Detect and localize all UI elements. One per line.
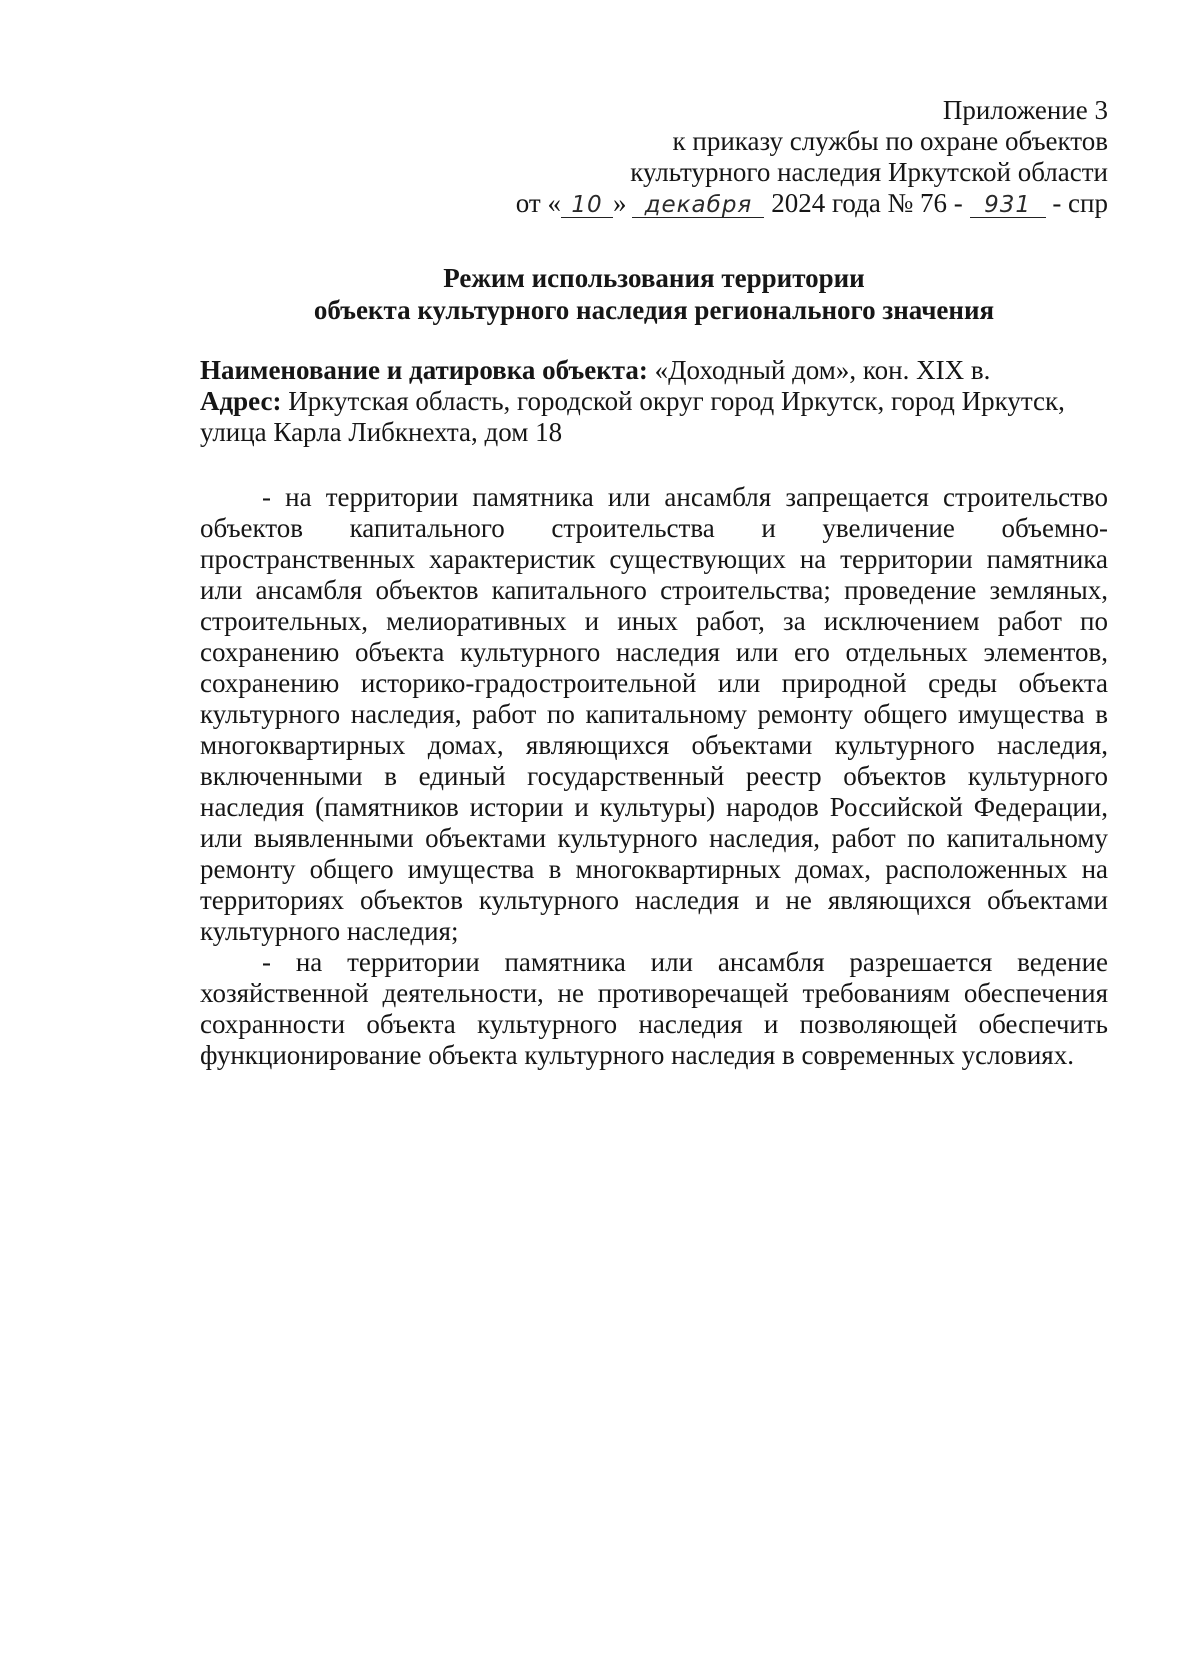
date-quote-close: »	[612, 188, 627, 218]
document-title	[200, 262, 1108, 326]
regime-text	[200, 482, 1108, 1071]
appendix-header	[348, 95, 1108, 219]
date-year-text: 2024 года № 76 -	[771, 188, 963, 218]
date-prefix: от «	[515, 188, 561, 218]
permission-paragraph: - на территории памятника или ансамбля разрешается ведение хозяйственной деятельности, не противоречащей требованиям обеспечения сохранности объекта культурного наследия и позволяющей обеспечить функционирование объекта культурного наследия в современных условиях.	[200, 947, 1108, 1070]
handwritten-day: 10	[561, 193, 613, 218]
object-name-label: Наименование и датировка объекта:	[200, 355, 648, 385]
object-info	[200, 355, 1108, 448]
handwritten-order-number: 931	[970, 193, 1046, 218]
order-reference-line-2: культурного наследия Иркутской области	[630, 157, 1108, 187]
order-date-line	[348, 188, 1108, 219]
order-suffix: - спр	[1052, 188, 1108, 218]
object-address-label: Адрес:	[200, 386, 282, 416]
handwritten-month: декабря	[632, 193, 764, 218]
appendix-title: Приложение 3	[942, 95, 1108, 125]
object-name-value: «Доходный дом», кон. XIX в.	[654, 355, 991, 385]
prohibition-paragraph: - на территории памятника или ансамбля запрещается строительство объектов капитального строительства и увеличение объемно-пространственных характеристик существующих на территории памятника или ансамбля объектов капитального строительства; проведение земляных, строительных, мелиоративных и иных работ, за исключением работ по сохранению объекта культурного наследия или его отдельных элементов, сохранению историко-градостроительной или природной среды объекта культурного наследия, работ по капитальному ремонту общего имущества в многоквартирных домах, являющихся объектами культурного наследия, включенными в единый государственный реестр объектов культурного наследия (памятников истории и культуры) народов Российской Федерации, или выявленными объектами культурного наследия, работ по капитальному ремонту общего имущества в многоквартирных домах, расположенных на территориях объектов культурного наследия и не являющихся объектами культурного наследия;	[200, 482, 1108, 946]
title-line-2: объекта культурного наследия регионального значения	[313, 295, 995, 325]
object-address-value: Иркутская область, городской округ город Иркутск, город Иркутск, улица Карла Либкнехта, дом 18	[200, 386, 1065, 447]
object-address-line	[200, 386, 1108, 448]
order-reference-line-1: к приказу службы по охране объектов	[672, 126, 1108, 156]
title-line-1: Режим использования территории	[443, 263, 865, 293]
object-name-line	[200, 355, 1108, 386]
